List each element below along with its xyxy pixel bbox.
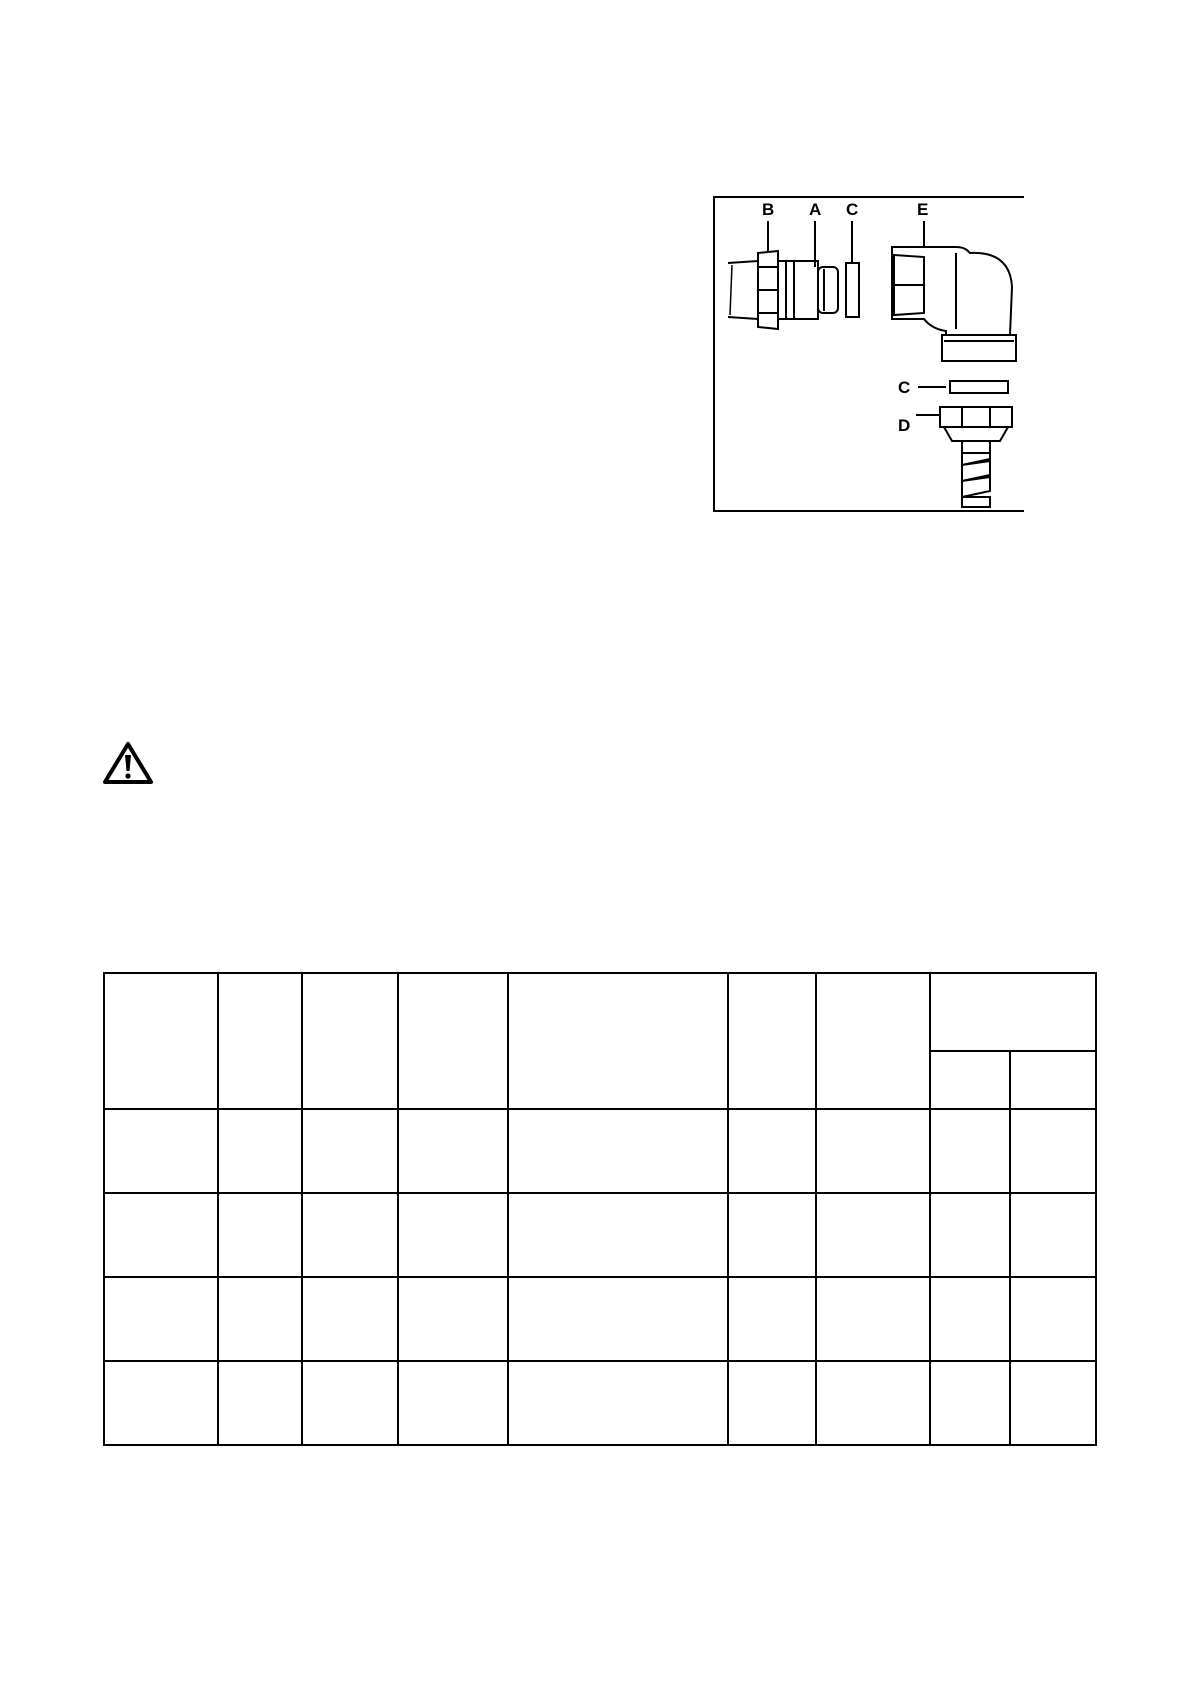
part-d-hose-tail	[940, 407, 1012, 507]
table-cell	[302, 1277, 398, 1361]
fitting-diagram	[712, 195, 1024, 513]
table-cell	[816, 1109, 930, 1193]
table-cell	[218, 1109, 302, 1193]
table-cell	[728, 1193, 816, 1277]
table-header-cell	[398, 973, 508, 1109]
part-e-elbow	[892, 247, 1016, 361]
label-d: D	[898, 416, 911, 435]
part-c-washer-top	[846, 263, 859, 317]
table-row	[104, 1109, 1096, 1193]
table-cell	[398, 1277, 508, 1361]
table-row	[104, 1277, 1096, 1361]
part-c-washer-side	[950, 381, 1008, 393]
table-cell	[398, 1193, 508, 1277]
table-subheader-cell	[930, 1051, 1010, 1109]
table-cell	[508, 1361, 728, 1445]
table-cell	[1010, 1361, 1096, 1445]
table-cell	[930, 1193, 1010, 1277]
label-c-side: C	[898, 378, 911, 397]
table-cell	[930, 1361, 1010, 1445]
table-cell	[508, 1277, 728, 1361]
table-header-row	[104, 973, 1096, 1051]
table-header-cell	[816, 973, 930, 1109]
table-cell	[930, 1109, 1010, 1193]
table-cell	[302, 1193, 398, 1277]
table-header-cell	[104, 973, 218, 1109]
table-row	[104, 1193, 1096, 1277]
table-cell	[1010, 1193, 1096, 1277]
label-c-top: C	[846, 200, 859, 219]
table-header-cell	[508, 973, 728, 1109]
label-b: B	[762, 200, 775, 219]
table-cell	[218, 1361, 302, 1445]
part-a-fitting	[778, 261, 838, 319]
table-cell	[104, 1277, 218, 1361]
table-cell	[104, 1193, 218, 1277]
table-cell	[816, 1277, 930, 1361]
table-cell	[218, 1277, 302, 1361]
table-cell	[302, 1109, 398, 1193]
table-cell	[104, 1109, 218, 1193]
table-header-cell	[218, 973, 302, 1109]
label-a: A	[809, 200, 822, 219]
hose-part	[728, 261, 758, 319]
label-e: E	[917, 200, 929, 219]
table-cell	[104, 1361, 218, 1445]
table-cell	[728, 1277, 816, 1361]
table-cell	[1010, 1277, 1096, 1361]
table-cell	[728, 1361, 816, 1445]
table-cell	[398, 1361, 508, 1445]
table-cell	[508, 1193, 728, 1277]
table-row	[104, 1361, 1096, 1445]
fitting-diagram-svg	[712, 195, 1024, 513]
specifications-table	[103, 972, 1097, 1446]
table-header-cell	[728, 973, 816, 1109]
table-header-cell	[302, 973, 398, 1109]
table-cell	[302, 1361, 398, 1445]
table-subheader-cell	[1010, 1051, 1096, 1109]
warning-triangle-icon	[102, 740, 154, 786]
table-cell	[1010, 1109, 1096, 1193]
table-cell	[930, 1277, 1010, 1361]
table-cell	[816, 1361, 930, 1445]
table-cell	[816, 1193, 930, 1277]
table-cell	[508, 1109, 728, 1193]
table-cell	[218, 1193, 302, 1277]
part-b-nut	[758, 251, 778, 329]
table-cell	[728, 1109, 816, 1193]
table-cell	[398, 1109, 508, 1193]
table-group-header	[930, 973, 1096, 1051]
